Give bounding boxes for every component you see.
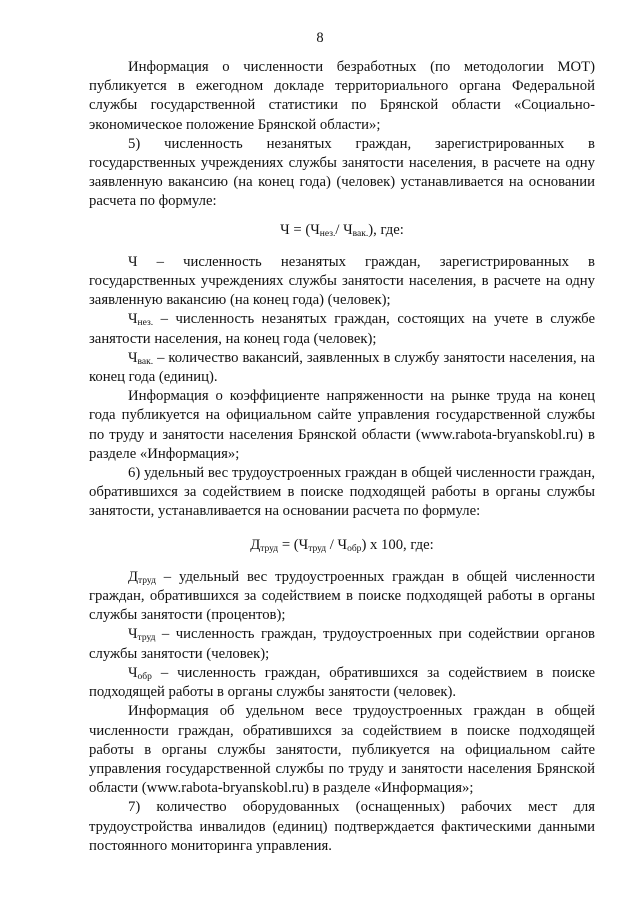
paragraph: Информация о коэффициенте напряженности на рынке труда на конец года публикуется на официальном сайте управления государственной службы по труду и занятости населения Брянской области (www.rabota-bryanskobl.ru) в разделе «Информация»; [89,388,595,462]
definition: $Ч_{труд}$ – численность граждан, трудоустроенных при содействии органов службы занятости (человек); [89,626,595,662]
paragraph: 6) удельный вес трудоустроенных граждан в общей численности граждан, обратившихся за содействием в поиске подходящей работы в органы службы занятости, устанавливается на основании расчета по формуле: [89,465,595,520]
definition: $Ч_{нез.}$ – численность незанятых граждан, состоящих на учете в службе занятости населения, на конец года (человек); [89,311,595,347]
page-number: 8 [316,30,324,46]
definition: $Д_{труд}$ – удельный вес трудоустроенных граждан в общей численности граждан, обратившихся за содействием в поиске подходящей работы в органы службы занятости (процентов); [89,568,595,624]
definition: $Ч_{вак.}$ – количество вакансий, заявленных в службу занятости населения, на конец года (единиц). [89,349,595,386]
paragraph: Информация о численности безработных (по методологии МОТ) публикуется в ежегодном докладе территориального органа Федеральной службы государственной статистики по Брянской области «Социально-экономическое положение Брянской области»; [89,59,595,133]
definition: $Ч_{обр}$ – численность граждан, обратившихся за содействием в поиске подходящей работы в органы службы занятости (человек). [89,664,595,701]
formula-share: $Д_{труд} = (Ч_{труд} / Ч_{обр})$ x 100, где: [250,536,434,554]
paragraph: 5) численность незанятых граждан, зарегистрированных в государственных учреждениях службы занятости населения, в расчете на одну заявленную вакансию (на конец года) (человек) устанавливается на основании расчета по формуле: [89,135,595,210]
document-body [89,58,595,856]
paragraph: 7) количество оборудованных (оснащенных) рабочих мест для трудоустройства инвалидов (единиц) подтверждается фактическими данными постоянного мониторинга управления. [89,799,595,854]
definition: Ч – численность незанятых граждан, зарегистрированных в государственных учреждениях службы занятости населения, в расчете на одну заявленную вакансию (на конец года) (человек); [89,253,595,309]
formula-ratio: $Ч = (Ч_{нез.}/$ $Ч_{вак.}$), где: [280,221,404,239]
paragraph: Информация об удельном весе трудоустроенных граждан в общей численности граждан, обратившихся за содействием в поиске подходящей работы в органы службы занятости, публикуется на официальном сайте управления государственной службы по труду и занятости населения Брянской области (www.rabota-bryanskobl.ru) в разделе «Информация»; [89,703,595,797]
